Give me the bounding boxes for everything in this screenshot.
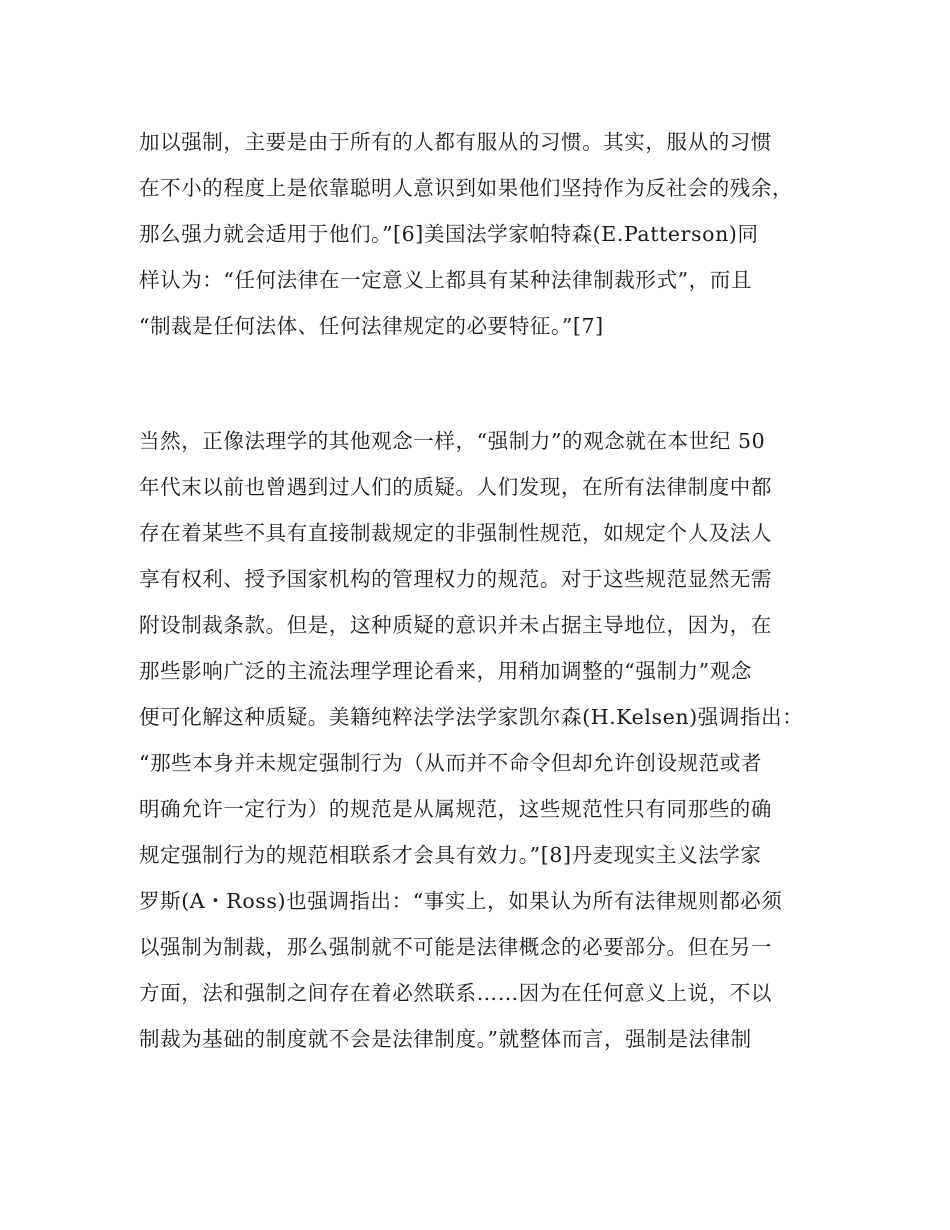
text-line: 年代末以前也曾遇到过人们的质疑。人们发现，在所有法律制度中都 bbox=[139, 475, 772, 499]
text-line: 附设制裁条款。但是，这种质疑的意识并未占据主导地位，因为，在 bbox=[139, 613, 772, 637]
text-line: 以强制为制裁，那么强制就不可能是法律概念的必要部分。但在另一 bbox=[139, 935, 772, 959]
text-line: 规定强制行为的规范相联系才会具有效力。”[8]丹麦现实主义法学家 bbox=[139, 843, 762, 867]
text-line: “那些本身并未规定强制行为（从而并不命令但却允许创设规范或者 bbox=[139, 751, 762, 775]
text-line: 在不小的程度上是依靠聪明人意识到如果他们坚持作为反社会的残余， bbox=[139, 176, 794, 200]
text-line: 享有权利、授予国家机构的管理权力的规范。对于这些规范显然无需 bbox=[139, 567, 772, 591]
text-line: 罗斯(A・Ross)也强调指出：“事实上，如果认为所有法律规则都必须 bbox=[139, 889, 783, 913]
text-line: 当然，正像法理学的其他观念一样，“强制力”的观念就在本世纪 50 bbox=[139, 429, 766, 453]
text-line: 样认为：“任何法律在一定意义上都具有某种法律制裁形式”，而且 bbox=[139, 268, 752, 292]
text-line: 那么强力就会适用于他们。”[6]美国法学家帕特森(E.Patterson)同 bbox=[139, 222, 759, 246]
text-line: 便可化解这种质疑。美籍纯粹法学法学家凯尔森(H.Kelsen)强调指出： bbox=[139, 705, 804, 729]
text-line: 制裁为基础的制度就不会是法律制度。”就整体而言，强制是法律制 bbox=[139, 1027, 752, 1051]
text-line: 方面，法和强制之间存在着必然联系……因为在任何意义上说，不以 bbox=[139, 981, 772, 1005]
text-line: 那些影响广泛的主流法理学理论看来，用稍加调整的“强制力”观念 bbox=[139, 659, 752, 683]
text-line: 加以强制，主要是由于所有的人都有服从的习惯。其实，服从的习惯 bbox=[139, 130, 772, 154]
text-line: 明确允许一定行为）的规范是从属规范，这些规范性只有同那些的确 bbox=[139, 797, 772, 821]
text-line: “制裁是任何法体、任何法律规定的必要特征。”[7] bbox=[139, 314, 604, 338]
text-line: 存在着某些不具有直接制裁规定的非强制性规范，如规定个人及法人 bbox=[139, 521, 772, 545]
